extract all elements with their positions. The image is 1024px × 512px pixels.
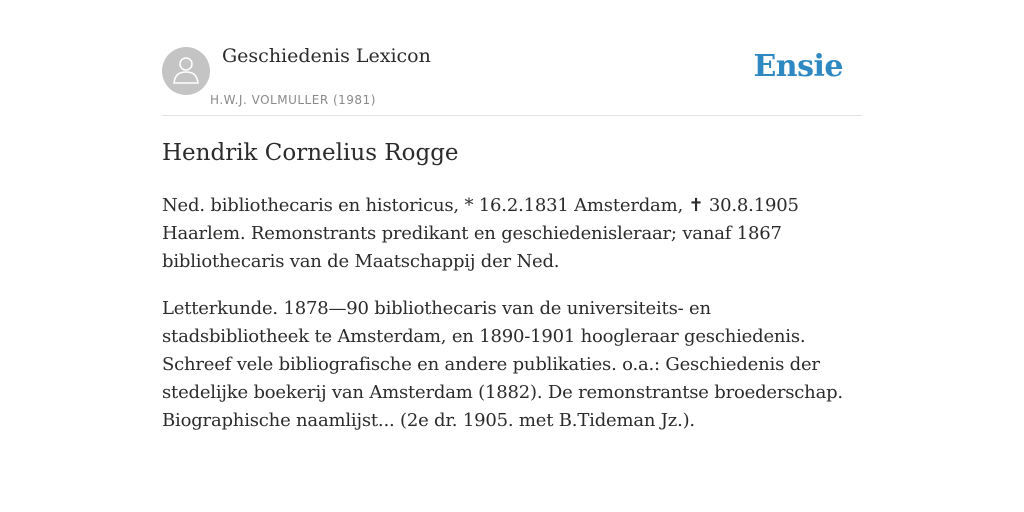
- entry-paragraph: Ned. bibliothecaris en historicus, * 16.2.1831 Amsterdam, ✝ 30.8.1905 Haarlem. Remonstrants predikant en geschiedenisleraar; vanaf 1867 bibliothecaris van de Maatschappij der Ned.: [162, 195, 799, 272]
- entry-title: Hendrik Cornelius Rogge: [162, 140, 459, 166]
- source-author: H.W.J. VOLMULLER (1981): [210, 93, 376, 107]
- source-title[interactable]: Geschiedenis Lexicon: [222, 45, 431, 67]
- entry-card: [162, 40, 862, 431]
- author-avatar[interactable]: [162, 47, 210, 95]
- user-icon: [172, 54, 200, 89]
- ensie-logo[interactable]: Ensie: [753, 49, 843, 84]
- entry-paragraph: Letterkunde. 1878—90 bibliothecaris van de universiteits- en stadsbibliotheek te Amsterdam, en 1890-1901 hoogleraar geschiedenis. Schreef vele bibliografische en andere publikaties. o.a.: Geschiedenis der stedelijke boekerij van Amsterdam (1882). De remonstrantse broederschap. Biographische naamlijst... (2e dr. 1905. met B.Tideman Jz.).: [162, 298, 843, 431]
- entry-body: [162, 192, 862, 454]
- source-header: [162, 40, 862, 116]
